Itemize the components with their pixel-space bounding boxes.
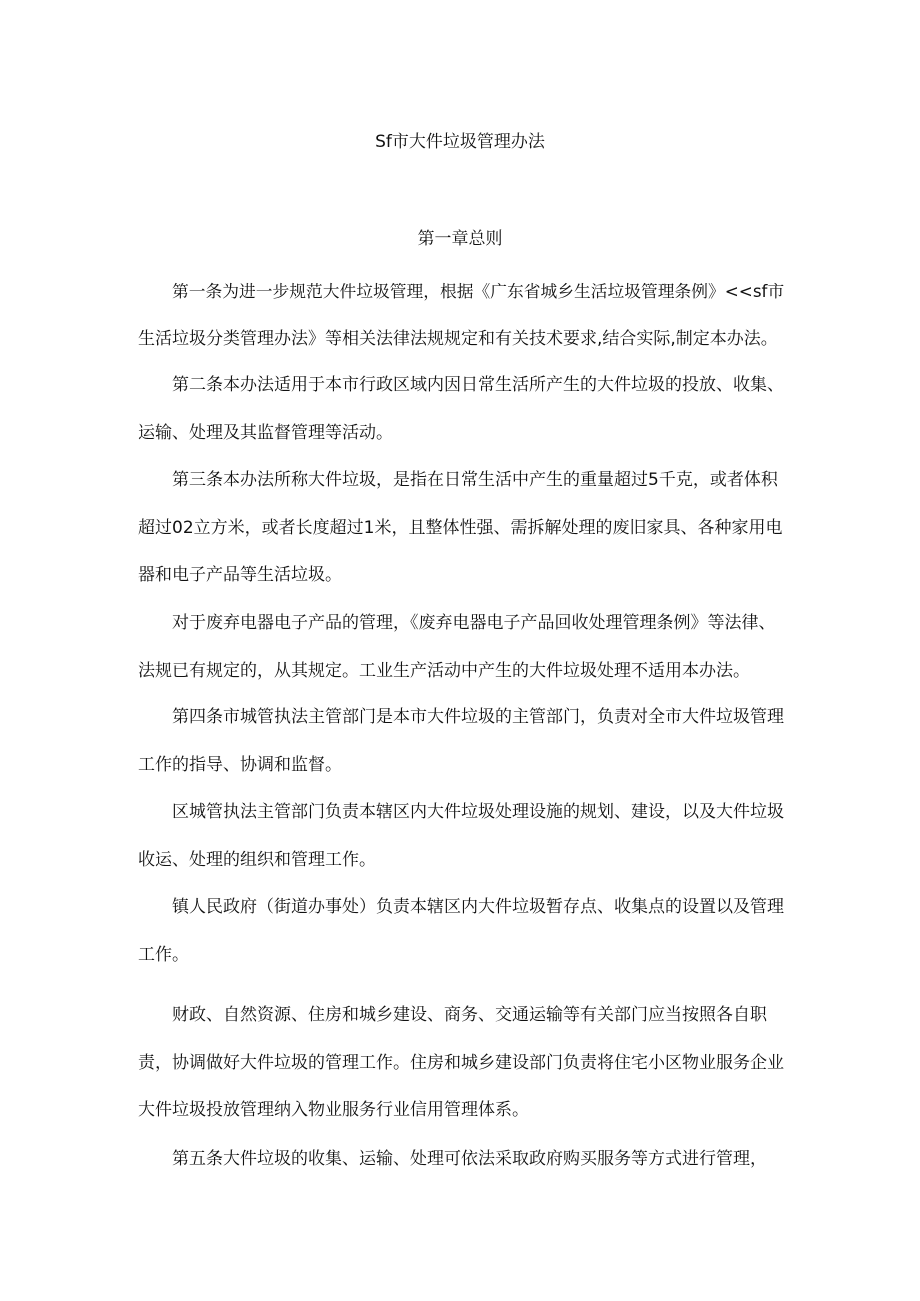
text-line: 大件垃圾投放管理纳入物业服务行业信用管理体系。: [138, 1100, 529, 1120]
document-title: Sf市大件垃圾管理办法: [375, 132, 545, 152]
text-line: 财政、自然资源、住房和城乡建设、商务、交通运输等有关部门应当按照各自职: [172, 1005, 767, 1025]
paragraph-town: [138, 884, 788, 979]
paragraph-departments: [138, 992, 788, 1135]
paragraph-article-4: [138, 694, 788, 789]
text-line: 收运、处理的组织和管理工作。: [138, 849, 376, 870]
text-line: 第五条大件垃圾的收集、运输、处理可依法采取政府购买服务等方式进行管理，: [172, 1149, 767, 1169]
text-line: 第一条为进一步规范大件垃圾管理，根据《广东省城乡生活垃圾管理条例》<<sf市: [172, 281, 785, 301]
chapter-heading: 第一章总则: [417, 229, 503, 249]
text-line: 工作的指导、协调和监督。: [138, 754, 342, 775]
paragraph-electronics: [138, 600, 788, 695]
text-line: 镇人民政府（街道办事处）负责本辖区内大件垃圾暂存点、收集点的设置以及管理: [172, 897, 784, 917]
text-line: 工作。: [138, 944, 189, 965]
text-line: 第二条本办法适用于本市行政区域内因日常生活所产生的大件垃圾的投放、收集、: [172, 375, 784, 395]
paragraph-article-3: [138, 457, 788, 600]
text-line: 第四条市城管执法主管部门是本市大件垃圾的主管部门，负责对全市大件垃圾管理: [172, 707, 784, 727]
paragraph-article-2: [138, 362, 788, 457]
text-line: 第三条本办法所称大件垃圾，是指在日常生活中产生的重量超过5千克，或者体积: [172, 470, 778, 490]
paragraph-article-5: [138, 1136, 788, 1184]
text-line: 生活垃圾分类管理办法》等相关法律法规规定和有关技术要求,结合实际,制定本办法。: [138, 328, 778, 349]
text-line: 运输、处理及其监督管理等活动。: [138, 422, 393, 443]
text-line: 法规已有规定的，从其规定。工业生产活动中产生的大件垃圾处理不适用本办法。: [138, 660, 750, 681]
paragraph-district: [138, 789, 788, 884]
paragraph-article-1: [138, 268, 788, 363]
text-line: 超过02立方米，或者长度超过1米，且整体性强、需拆解处理的废旧家具、各种家用电: [138, 517, 783, 538]
text-line: 对于废弃电器电子产品的管理，《废弃电器电子产品回收处理管理条例》等法律、: [172, 613, 776, 633]
text-line: 责，协调做好大件垃圾的管理工作。住房和城乡建设部门负责将住宅小区物业服务企业: [138, 1052, 784, 1073]
text-line: 器和电子产品等生活垃圾。: [138, 565, 342, 585]
text-line: 区城管执法主管部门负责本辖区内大件垃圾处理设施的规划、建设，以及大件垃圾: [172, 802, 784, 822]
